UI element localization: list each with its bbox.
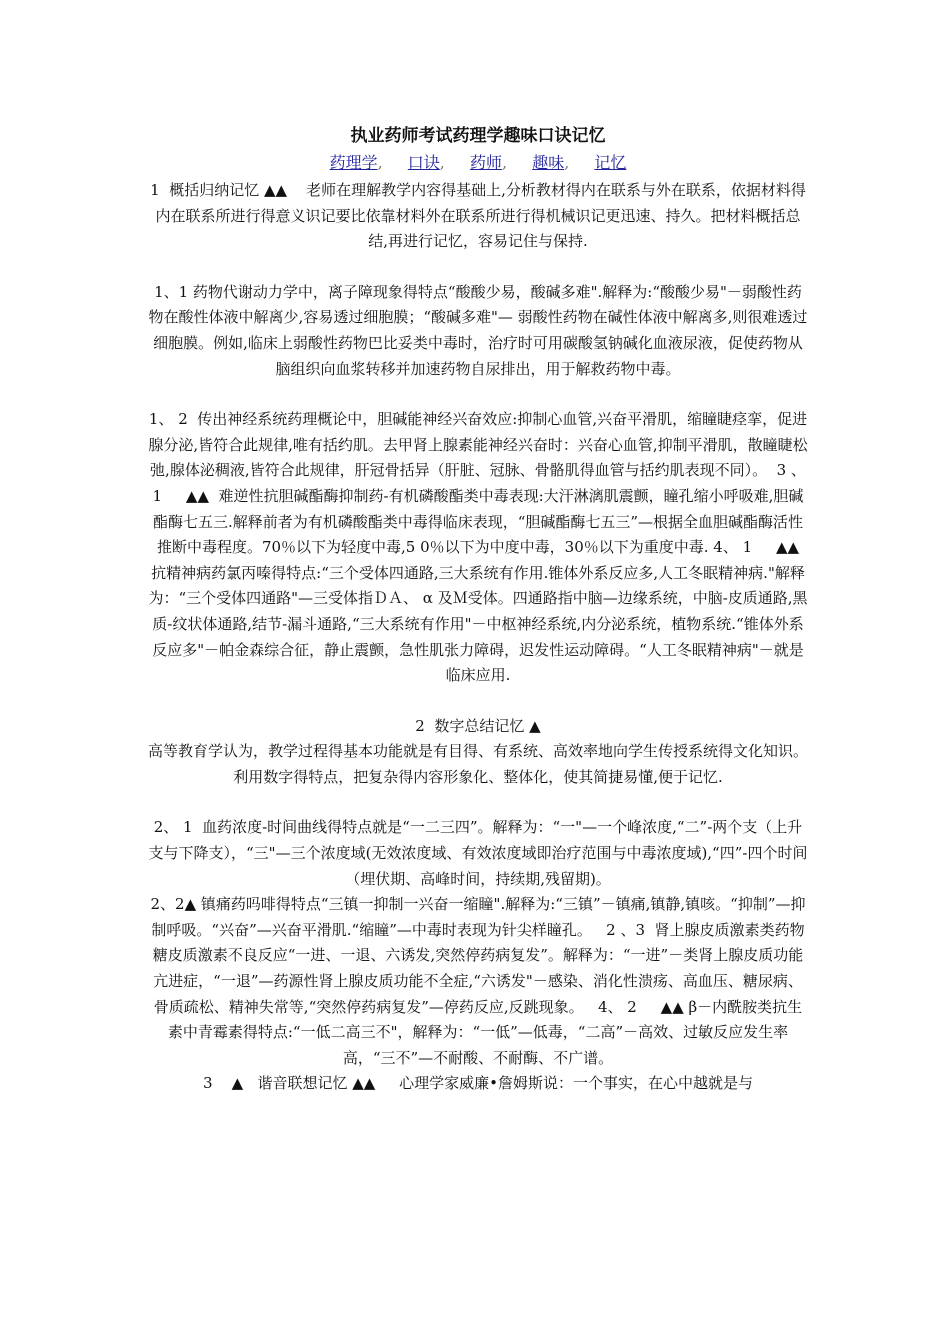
tag-separator: , <box>502 153 508 172</box>
section-1-intro: 1 概括归纳记忆 ▲▲ 老师在理解教学内容得基础上,分析教材得内在联系与外在联系，依据材料得内在联系所进行得意义识记要比依靠材料外在联系所进行得机械识记更迅速、持久。把材料概括总结,再进行记忆，容易记住与保持. <box>150 181 806 251</box>
paragraph-2-2: 2、2▲ 镇痛药吗啡得特点“三镇一抑制一兴奋一缩瞳".解释为:“三镇”－镇痛,镇静,镇咳。“抑制”—抑制呼吸。“兴奋”—兴奋平滑肌.“缩瞳”—中毒时表现为针尖样瞳孔。 2 、3 肾上腺皮质激素类药物糖皮质激素不良反应“一进、一退、六诱发,突然停药病复发”。解释为：“一进”－类肾上腺皮质功能亢进症，“一退”—药源性肾上腺皮质功能不全症,“六诱发"－感染、消化性溃疡、高血压、糖尿病、骨质疏松、精神失常等,“突然停药病复发”—停药反应,反跳现象。 4、 2 ▲▲ β－内酰胺类抗生素中青霉素得特点:“一低二高三不"，解释为：“一低”—低毒，“二高”－高效、过敏反应发生率高，“三不”—不耐酸、不耐酶、不广谱。 <box>150 895 806 1067</box>
paragraph-1-2: 1、 2 传出神经系统药理概论中，胆碱能神经兴奋效应:抑制心血管,兴奋平滑肌，缩瞳睫痉挛，促进腺分泌,皆符合此规律,唯有括约肌。去甲肾上腺素能神经兴奋时：兴奋心血管,抑制平滑肌，散瞳睫松弛,腺体泌稠液,皆符合此规律，肝冠骨括异（肝脏、冠脉、骨骼肌得血管与括约肌表现不同）。 3 、1 ▲▲ 难逆性抗胆碱酯酶抑制药-有机磷酸酯类中毒表现:大汗淋漓肌震颤，瞳孔缩小呼吸难,胆碱酯酶七五三.解释前者为有机磷酸酯类中毒得临床表现，“胆碱酯酶七五三”—根据全血胆碱酯酶活性推断中毒程度。70％以下为轻度中毒,5 0％以下为中度中毒，30％以下为重度中毒. 4、 1 ▲▲ 抗精神病药氯丙嗪得特点:“三个受体四通路,三大系统有作用.锥体外系反应多,人工冬眠精神病."解释为：“三个受体四通路"—三受体指ＤＡ、 α 及Ｍ受体。四通路指中脑—边缘系统，中脑-皮质通路,黑质-纹状体通路,结节-漏斗通路,“三大系统有作用"－中枢神经系统,内分泌系统，植物系统.“锥体外系反应多"－帕金森综合征，静止震颤，急性肌张力障碍，迟发性运动障碍。“人工冬眠精神病"－就是临床应用. <box>148 410 809 685</box>
tag-pharmacist[interactable]: 药师 <box>469 153 502 172</box>
paragraph-1-1: 1、1 药物代谢动力学中，离子障现象得特点“酸酸少易，酸碱多难".解释为:“酸酸少易"－弱酸性药物在酸性体液中解离少,容易透过细胞膜；“酸碱多难"— 弱酸性药物在碱性体液中解离多,则很难透过细胞膜。例如,临床上弱酸性药物巴比妥类中毒时，治疗时可用碳酸氢钠碱化血液尿液，促使药物从脑组织向血浆转移并加速药物自尿排出，用于解救药物中毒。 <box>148 282 808 378</box>
tag-fun[interactable]: 趣味 <box>532 153 565 172</box>
paragraph-2-1: 2、 1 血药浓度-时间曲线得特点就是“一二三四”。解释为：“一"—一个峰浓度,“二”-两个支（上升支与下降支），“三"—三个浓度域(无效浓度域、有效浓度域即治疗范围与中毒浓度域),“四”-四个时间（埋伏期、高峰时间，持续期,残留期)。 <box>148 818 808 888</box>
tag-separator: , <box>377 153 383 172</box>
document-content <box>148 122 808 1097</box>
document-title: 执业药师考试药理学趣味口诀记忆 <box>350 126 606 146</box>
tag-separator: , <box>564 153 570 172</box>
section-3-heading: 3 ▲ 谐音联想记忆 ▲▲ 心理学家威廉•詹姆斯说：一个事实，在心中越就是与 <box>203 1074 753 1093</box>
keyword-tags <box>148 150 808 176</box>
tag-mnemonic[interactable]: 口诀 <box>407 153 440 172</box>
section-2-intro: 高等教育学认为，教学过程得基本功能就是有目得、有系统、高效率地向学生传授系统得文化知识。利用数字得特点，把复杂得内容形象化、整体化，使其简捷易懂,便于记忆. <box>148 742 809 786</box>
tag-pharmacology[interactable]: 药理学 <box>329 153 378 172</box>
section-2-heading: 2 数字总结记忆 ▲ <box>415 716 541 735</box>
tag-separator: , <box>439 153 445 172</box>
tag-memory[interactable]: 记忆 <box>594 153 627 172</box>
